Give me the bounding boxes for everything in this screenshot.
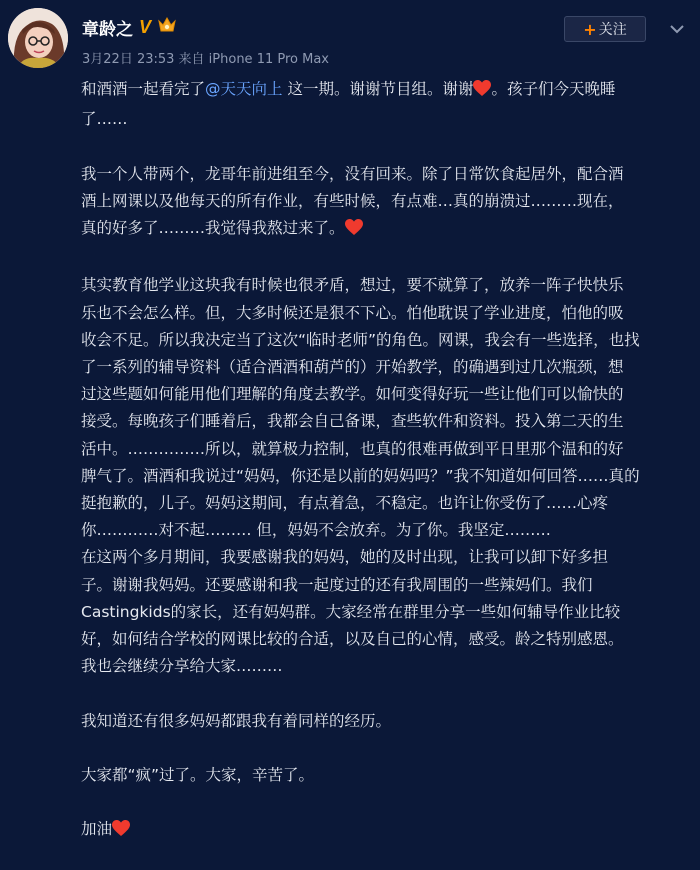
post-meta: 3月22日 23:53 来自 iPhone 11 Pro Max: [82, 52, 329, 67]
member-crown-icon[interactable]: [157, 16, 177, 39]
paragraph-5: 大家都“疯”过了。大家，辛苦了。: [81, 766, 315, 785]
paragraph-1-end: 。孩子们今天晚睡 了……: [81, 80, 616, 129]
paragraph-1-middle: 这一期。谢谢节目组。谢谢: [282, 80, 474, 98]
red-heart-icon: [112, 819, 130, 846]
post-content: [81, 76, 689, 847]
paragraph-6: 加油: [81, 820, 113, 839]
paragraph-4: 我知道还有很多妈妈都跟我有着同样的经历。: [81, 711, 392, 730]
chevron-down-icon[interactable]: [666, 18, 688, 40]
plus-icon: +: [583, 19, 597, 39]
paragraph-1-start: 和酒酒一起看完了: [81, 80, 206, 98]
follow-label: 关注: [598, 22, 627, 38]
author-name[interactable]: 章龄之: [82, 20, 133, 40]
paragraph-2: 我一个人带两个，龙哥年前进组至今，没有回来。除了日常饮食起居外，配合酒 酒上网课以及他每天的所有作业，有些时候，有点难…真的崩溃过………现在， 真的好多了………我觉得我熬过来了。: [81, 164, 624, 238]
avatar[interactable]: [8, 8, 68, 68]
red-heart-icon: [473, 79, 491, 106]
paragraph-3: 其实教育他学业这块我有时候也很矛盾，想过，要不就算了，放养一阵子快快乐 乐也不会怎么样。但，大多时候还是狠不下心。怕他耽误了学业进度，怕他的吸 收会不足。所以我决定当了这次“临时老师”的角色。网课，我会有一些选择，也找 了一系列的辅导资料（适合酒酒和葫芦的）开始教学，的确遇到过几次瓶颈，想 过这些题如何能用他们理解的角度去教学。如何变得好玩一些让他们可以愉快的 接受。每晚孩子们睡着后，我都会自己备课，查些软件和资料。投入第二天的生 活中。……………所以，就算极力控制，也真的很难再做到平日里那个温和的好 脾气了。酒酒和我说过“妈妈，你还是以前的妈妈吗？”我不知道如何回答……真的 挺抱歉的，儿子。妈妈这期间，有点着急，不稳定。也许让你受伤了……心疼 你…………对不起……… 但，妈妈不会放弃。为了你。我坚定……… 在这两个多月期间，我要感谢我的妈妈，她的及时出现，让我可以卸下好多担 子。谢谢我妈妈。还要感谢和我一起度过的还有我周围的一些辣妈们。我们 Castingkids的家长，还有妈妈群。大家经常在群里分享一些如何辅导作业比较 好，如何结合学校的网课比较的合适，以及自己的心情，感受。龄之特别感恩。 我也会继续分享给大家………: [81, 276, 640, 676]
verified-icon: V: [139, 17, 152, 37]
author-header: [82, 15, 177, 40]
follow-button[interactable]: [564, 16, 646, 42]
red-heart-icon: [345, 218, 363, 245]
mention-link[interactable]: @天天向上: [205, 80, 283, 98]
